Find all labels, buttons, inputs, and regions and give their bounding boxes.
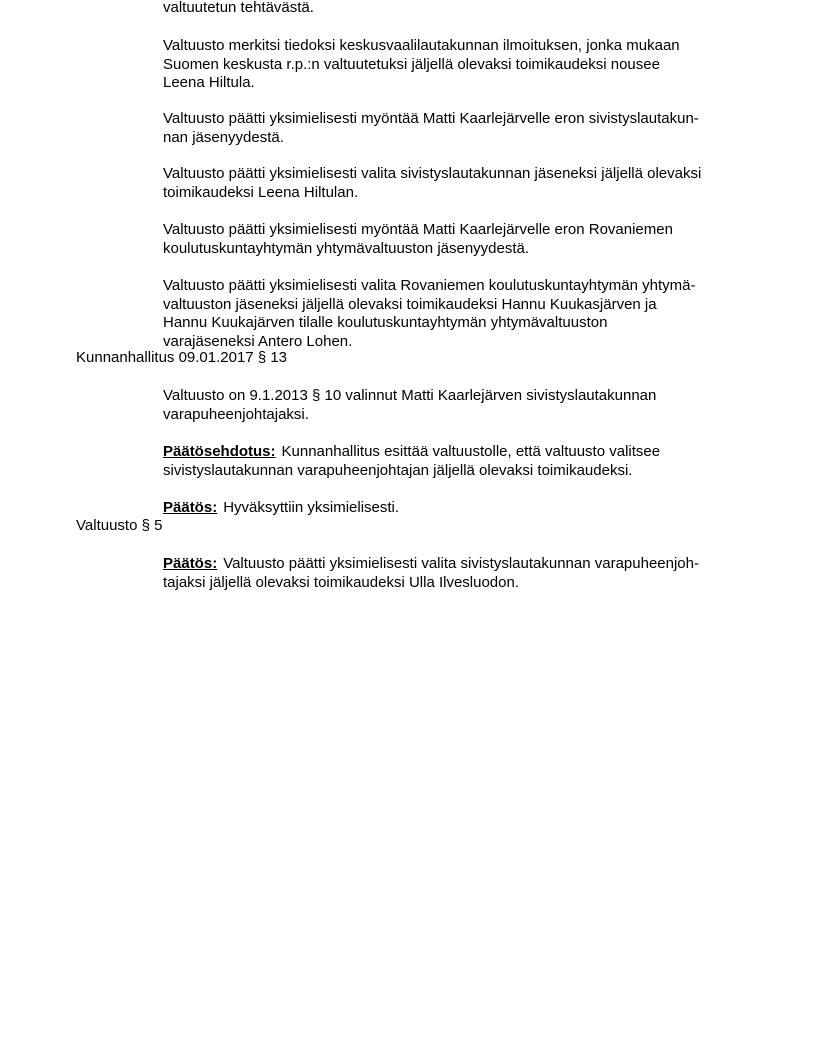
text-line: valtuuston jäseneksi jäljellä olevaksi toimikaudeksi Hannu Kuukasjärven ja [163, 295, 657, 313]
text-line: Suomen keskusta r.p.:n valtuutetuksi jäljellä olevaksi toimikaudeksi nousee [163, 55, 660, 73]
text-line: Leena Hiltula. [163, 74, 255, 91]
text-line: Valtuusto päätti yksimielisesti valita Rovaniemen koulutuskuntayhtymän yhtymä- [163, 277, 696, 294]
text-line: Valtuusto päätti yksimielisesti myöntää Matti Kaarlejärvelle eron Rovaniemen [163, 221, 673, 238]
paragraph [163, 387, 656, 424]
paragraph [163, 221, 673, 258]
text-line: Valtuusto päätti yksimielisesti valita sivistyslautakunnan jäseneksi jäljellä olevaksi [163, 165, 702, 182]
text-line: valtuutetun tehtävästä. [163, 0, 314, 16]
decision-label: Päätös: [163, 555, 218, 572]
proposal-label: Päätösehdotus: [163, 443, 276, 460]
text-line: Hannu Kuukajärven tilalle koulutuskuntayhtymän yhtymävaltuuston [163, 314, 608, 331]
text-line: tajaksi jäljellä olevaksi toimikaudeksi Ulla Ilvesluodon. [163, 573, 520, 591]
section-heading: Kunnanhallitus 09.01.2017 § 13 [76, 349, 288, 366]
section-heading: Valtuusto § 5 [76, 517, 163, 534]
decision-label: Päätös: [163, 499, 218, 516]
text-line: sivistyslautakunnan varapuheenjohtajan jäljellä olevaksi toimikaudeksi. [163, 461, 633, 479]
paragraph [163, 165, 701, 202]
text-line: varajäseneksi Antero Lohen. [163, 332, 353, 350]
paragraph [163, 0, 314, 18]
paragraph [163, 37, 680, 93]
text-line: toimikaudeksi Leena Hiltulan. [163, 183, 359, 201]
text-line: varapuheenjohtajaksi. [163, 405, 309, 423]
text-line: koulutuskuntayhtymän yhtymävaltuuston jäsenyydestä. [163, 239, 530, 257]
text-line: Valtuusto on 9.1.2013 § 10 valinnut Matti Kaarlejärven sivistyslautakunnan [163, 387, 657, 404]
text-line: Valtuusto päätti yksimielisesti valita sivistyslautakunnan varapuheenjoh- [223, 555, 699, 572]
text-line: Valtuusto päätti yksimielisesti myöntää Matti Kaarlejärvelle eron sivistyslautakun- [163, 110, 699, 127]
decision-paragraph [163, 555, 699, 592]
decision-paragraph [163, 499, 399, 518]
text-line: Kunnanhallitus esittää valtuustolle, että valtuusto valitsee [281, 443, 661, 460]
text-line: Hyväksyttiin yksimielisesti. [223, 499, 400, 516]
proposal-paragraph [163, 443, 660, 480]
paragraph [163, 277, 695, 351]
text-line: Valtuusto merkitsi tiedoksi keskusvaalilautakunnan ilmoituksen, jonka mukaan [163, 37, 680, 54]
text-line: nan jäsenyydestä. [163, 128, 284, 146]
paragraph [163, 110, 699, 147]
